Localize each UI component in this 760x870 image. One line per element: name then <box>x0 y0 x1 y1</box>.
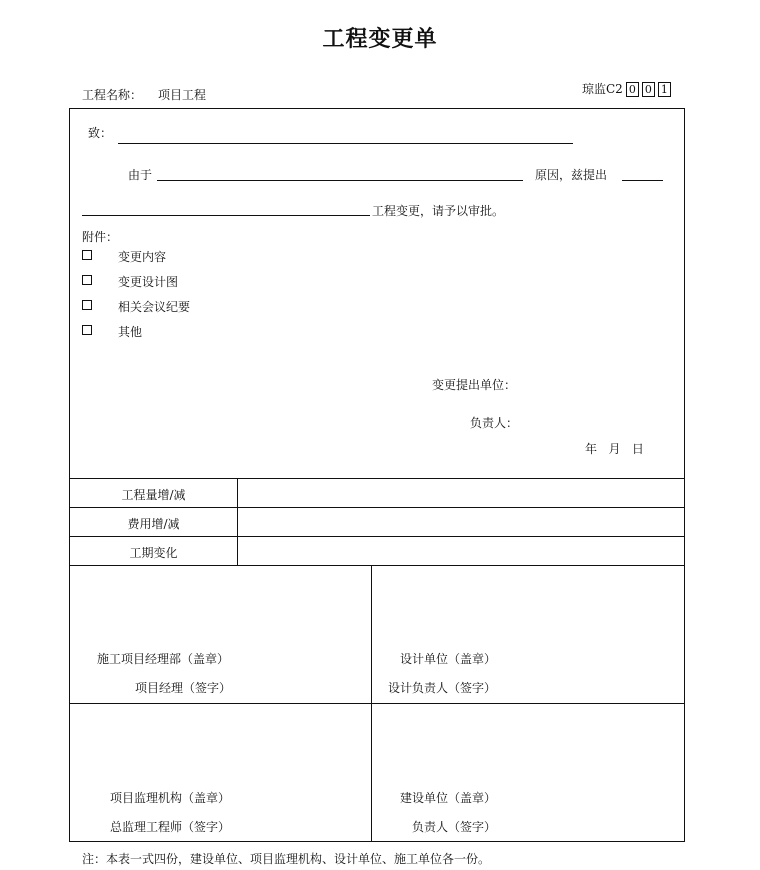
design-unit-stamp-label: 设计单位（盖章） <box>400 652 497 666</box>
proposal-field[interactable] <box>622 180 663 181</box>
contractor-stamp-label: 施工项目经理部（盖章） <box>97 652 230 666</box>
proposer-unit-label: 变更提出单位： <box>432 378 517 392</box>
responsible-label: 负责人： <box>470 416 519 430</box>
section-divider <box>69 478 685 479</box>
footer-note: 注：本表一式四份，建设单位、项目监理机构、设计单位、施工单位各一份。 <box>82 852 491 866</box>
form-code-digit: 1 <box>658 82 671 97</box>
cost-change-label: 费用增/减 <box>127 517 180 531</box>
row-divider <box>69 507 685 508</box>
attachment-checkbox[interactable] <box>82 250 92 260</box>
form-code-digit: 0 <box>626 82 639 97</box>
attachment-item: 变更设计图 <box>118 275 179 289</box>
project-manager-sign-label: 项目经理（签字） <box>135 681 232 695</box>
schedule-change-label: 工期变化 <box>129 546 178 560</box>
design-lead-sign-label: 设计负责人（签字） <box>388 681 497 695</box>
due-to-label: 由于 <box>128 168 153 182</box>
owner-stamp-label: 建设单位（盖章） <box>400 791 497 805</box>
form-code-digit: 0 <box>642 82 655 97</box>
change-name-field[interactable] <box>82 215 370 216</box>
attachments-label: 附件： <box>82 230 119 244</box>
row-divider <box>69 536 685 537</box>
change-request-text: 工程变更，请予以审批。 <box>372 204 505 218</box>
to-label: 致： <box>88 126 113 140</box>
form-code-prefix: 琼监C2 <box>582 82 623 96</box>
reason-label: 原因，兹提出 <box>535 168 608 182</box>
signature-row-divider <box>69 703 685 704</box>
attachment-item: 变更内容 <box>118 250 167 264</box>
owner-responsible-sign-label: 负责人（签字） <box>412 820 497 834</box>
form-code <box>582 80 671 97</box>
attachment-checkbox[interactable] <box>82 275 92 285</box>
attachment-checkbox[interactable] <box>82 300 92 310</box>
date-label: 年 月 日 <box>585 442 644 456</box>
attachment-item: 其他 <box>118 325 143 339</box>
reason-field[interactable] <box>157 180 523 181</box>
column-divider <box>237 478 238 565</box>
project-name-label: 工程名称： <box>82 88 143 102</box>
section-divider <box>69 565 685 566</box>
project-name-value: 项目工程 <box>158 88 207 102</box>
page-title: 工程变更单 <box>322 27 438 52</box>
supervision-stamp-label: 项目监理机构（盖章） <box>110 791 231 805</box>
chief-supervisor-sign-label: 总监理工程师（签字） <box>110 820 231 834</box>
quantity-change-label: 工程量增/减 <box>121 488 186 502</box>
attachment-item: 相关会议纪要 <box>118 300 191 314</box>
recipient-field[interactable] <box>118 143 573 144</box>
attachment-checkbox[interactable] <box>82 325 92 335</box>
